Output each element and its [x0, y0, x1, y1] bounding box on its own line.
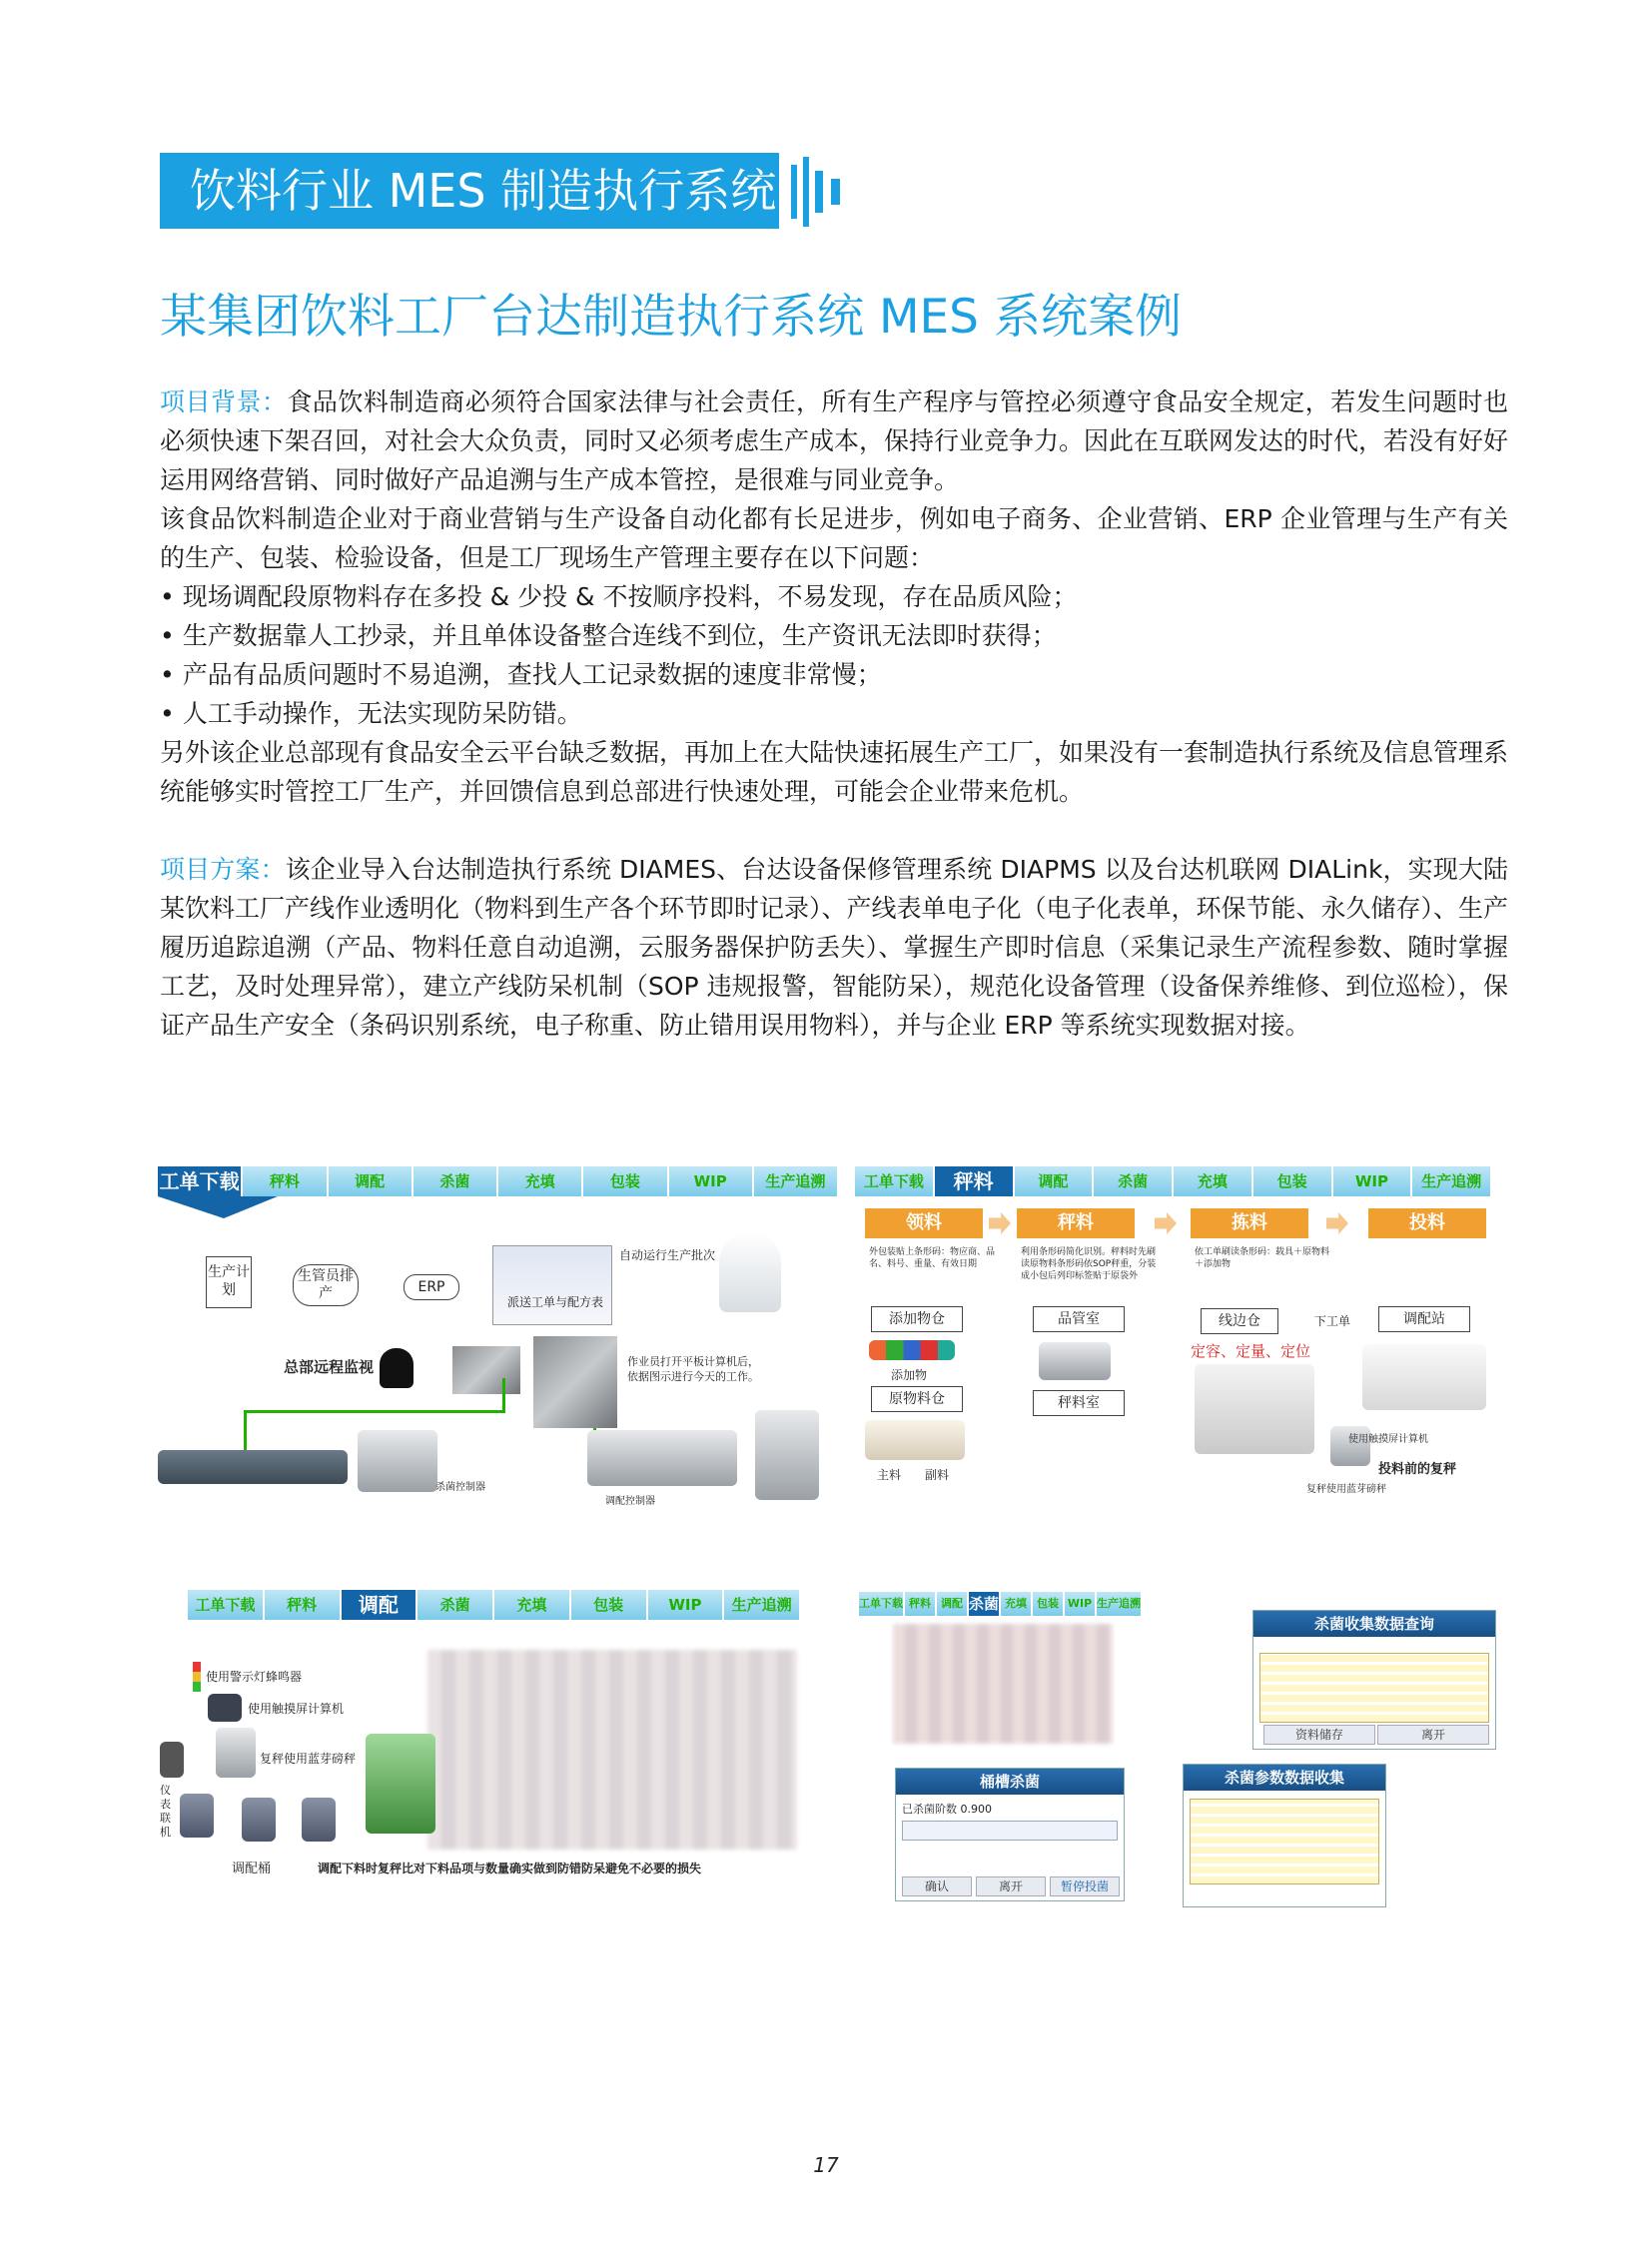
param-data-grid	[1190, 1799, 1379, 1884]
tab-sterilize: 杀菌	[417, 1590, 492, 1620]
operator-figure	[719, 1232, 781, 1312]
blurred-process-screen	[427, 1650, 797, 1850]
worker-figure	[366, 1734, 435, 1834]
tab-work-order: 工单下载	[188, 1590, 263, 1620]
green-connector	[244, 1410, 503, 1413]
bt-scale-label: 复秤使用蓝芽磅秤	[260, 1752, 357, 1766]
additive-warehouse: 添加物仓	[871, 1306, 963, 1332]
blend-tank	[302, 1798, 336, 1842]
tab-blend: 调配	[937, 1592, 967, 1616]
step-box: 拣料	[1191, 1208, 1308, 1238]
bt-scale-label: 复秤使用蓝芽磅秤	[1306, 1484, 1386, 1495]
touch-pc-label: 使用触摸屏计算机	[1348, 1434, 1428, 1445]
tab-fill: 充填	[1174, 1166, 1251, 1196]
rack-shelves	[1195, 1364, 1314, 1454]
figure-sterilization	[853, 1584, 1502, 1923]
before-feed-label: 投料前的复秤	[1378, 1462, 1457, 1477]
additive-bins	[869, 1340, 955, 1360]
aux-material-label: 副料	[925, 1468, 950, 1482]
tab-wip: WIP	[1065, 1592, 1095, 1616]
process-tabs	[188, 1590, 801, 1620]
weigh-room: 秤料室	[1033, 1390, 1125, 1416]
blend-tanks	[1362, 1344, 1486, 1410]
tab-sterilize: 杀菌	[413, 1166, 496, 1196]
background-label: 项目背景：	[160, 387, 288, 416]
solution-text: 该企业导入台达制造执行系统 DIAMES、台达设备保修管理系统 DIAPMS 以及台达机联网 DIALink，实现大陆某饮料工厂产线作业透明化（物料到生产各个环节即时记录）、产线表单电子化（电子化表单，环保节能、永久储存）、生产履历追踪追溯（产品、物料任意自动追溯，云服务器保护防丢失）、掌握生产即时信息（采集记录生产流程参数、随时掌握工艺，及时处理异常），建立产线防呆机制（SOP 违规报警，智能防呆），规范化设备管理（设备保养维修、到位巡检），保证产品生产安全（条码识别系统，电子称重、防止错用误用物料），并与企业 ERP 等系统实现数据对接。	[160, 855, 1509, 1040]
tab-fill: 充填	[494, 1590, 569, 1620]
bullet-item: • 产品有品质问题时不易追溯，查找人工记录数据的速度非常慢；	[160, 660, 882, 689]
dispatch-label: 派送工单与配方表	[507, 1295, 604, 1309]
step-box: 秤料	[1017, 1208, 1135, 1238]
tab-blend: 调配	[329, 1166, 412, 1196]
save-button[interactable]: 资料储存	[1263, 1725, 1375, 1745]
blend-tank	[180, 1794, 214, 1838]
tab-trace: 生产追溯	[1097, 1592, 1141, 1616]
header-bars-decoration	[791, 157, 861, 227]
pc-label: 仪表联机	[160, 1784, 171, 1839]
tab-pack: 包装	[571, 1590, 646, 1620]
scale-terminal	[216, 1728, 256, 1778]
note-pick: 依工单刷读条形码：载具＋原物料＋添加物	[1195, 1247, 1330, 1269]
tank-data-row	[902, 1821, 1118, 1841]
param-panel	[1183, 1764, 1386, 1907]
line-warehouse: 线边仓	[1201, 1308, 1278, 1334]
tab-wip: WIP	[648, 1590, 723, 1620]
tank-panel-title: 桶槽杀菌	[896, 1769, 1124, 1795]
process-tabs	[855, 1166, 1492, 1196]
pause-button[interactable]: 暂停投菌	[1050, 1876, 1120, 1896]
dispatch-screen	[492, 1245, 612, 1325]
bullet-item: • 现场调配段原物料存在多投 & 少投 & 不按顺序投料，不易发现，存在品质风险；	[160, 582, 1078, 611]
tab-pack: 包装	[1253, 1166, 1331, 1196]
active-tab-pointer	[158, 1196, 278, 1218]
bullet-item: • 人工手动操作，无法实现防呆防错。	[160, 699, 582, 728]
tab-pack: 包装	[583, 1166, 666, 1196]
scale-terminal	[755, 1410, 819, 1500]
section-header-title: 饮料行业 MES 制造执行系统	[190, 164, 777, 218]
note-receive: 外包装贴上条形码：物应商、品名、料号、重量、有效日期	[869, 1247, 996, 1269]
sterilize-status: 已杀菌阶数 0.900	[902, 1803, 992, 1816]
sterilize-ctrl-label: 杀菌控制器	[435, 1482, 485, 1493]
blend-ctrl-label: 调配控制器	[605, 1496, 655, 1507]
auto-run-label: 自动运行生产批次	[619, 1248, 716, 1262]
background-section	[160, 382, 1508, 811]
tab-sterilize: 杀菌	[1094, 1166, 1172, 1196]
tank-sterilize-panel	[895, 1768, 1125, 1901]
param-panel-title: 杀菌参数数据收集	[1184, 1765, 1385, 1791]
tab-wip: WIP	[1333, 1166, 1411, 1196]
tab-trace: 生产追溯	[724, 1590, 799, 1620]
background-p1: 食品饮料制造商必须符合国家法律与社会责任，所有生产程序与管控必须遵守食品安全规定，若发生问题时也必须快速下架召回，对社会大众负责，同时又必须考虑生产成本，保持行业竞争力。因此在互联网发达的时代，若没有好好运用网络营销、同时做好产品追溯与生产成本管控，是很难与同业竞争。	[160, 387, 1509, 494]
tab-blend: 调配	[342, 1590, 416, 1620]
query-data-grid	[1259, 1653, 1489, 1723]
case-title: 某集团饮料工厂台达制造执行系统 MES 系统案例	[160, 290, 1182, 345]
arrow-right-icon	[989, 1212, 1011, 1234]
pc-tower-icon	[160, 1742, 184, 1778]
leave-button[interactable]: 离开	[976, 1876, 1046, 1896]
tab-work-order: 工单下载	[859, 1592, 903, 1616]
alarm-label: 使用警示灯蜂鸣器	[206, 1670, 303, 1684]
page-number: 17	[813, 2153, 839, 2177]
fix-label: 定容、定量、定位	[1191, 1342, 1311, 1360]
remote-monitor-label: 总部远程监视	[284, 1358, 375, 1376]
sterilizer-tanks	[358, 1430, 437, 1492]
plan-box: 生产计划	[206, 1256, 252, 1308]
tab-fill: 充填	[1001, 1592, 1031, 1616]
material-sacks	[865, 1420, 965, 1460]
leave-button[interactable]: 离开	[1377, 1725, 1489, 1745]
tab-weigh: 秤料	[935, 1166, 1013, 1196]
blend-caption: 调配下料时复秤比对下料品项与数量确实做到防错防呆避免不必要的损失	[318, 1862, 702, 1875]
query-panel	[1252, 1610, 1496, 1750]
tab-weigh: 秤料	[243, 1166, 326, 1196]
tab-trace: 生产追溯	[754, 1166, 837, 1196]
meeting-photo	[452, 1346, 520, 1394]
spy-icon	[380, 1348, 413, 1388]
confirm-button[interactable]: 确认	[902, 1876, 972, 1896]
background-p2: 该食品饮料制造企业对于商业营销与生产设备自动化都有长足进步，例如电子商务、企业营销、ERP 企业管理与生产有关的生产、包装、检验设备，但是工厂现场生产管理主要存在以下问题：	[160, 504, 1508, 572]
blurred-sterilizer-screen	[893, 1624, 1113, 1744]
touch-label: 使用触摸屏计算机	[248, 1702, 345, 1716]
blend-tank	[242, 1798, 276, 1842]
arrow-right-icon	[1326, 1212, 1348, 1234]
blend-tanks	[587, 1430, 737, 1486]
tab-trace: 生产追溯	[1412, 1166, 1490, 1196]
scheduler-box: 生管员排产	[293, 1264, 359, 1306]
query-panel-title: 杀菌收集数据查询	[1253, 1611, 1495, 1637]
tab-sterilize: 杀菌	[969, 1592, 999, 1616]
figure-work-order-download	[158, 1160, 839, 1520]
arrow-right-icon	[1155, 1212, 1177, 1234]
process-tabs	[859, 1592, 1143, 1616]
additive-label: 添加物	[891, 1368, 928, 1382]
touch-screen-icon	[208, 1694, 242, 1722]
section-header	[160, 153, 779, 229]
tab-weigh: 秤料	[265, 1590, 340, 1620]
erp-box: ERP	[404, 1274, 459, 1300]
raw-warehouse: 原物料仓	[871, 1386, 963, 1412]
tab-fill: 充填	[498, 1166, 581, 1196]
background-p3: 另外该企业总部现有食品安全云平台缺乏数据，再加上在大陆快速拓展生产工厂，如果没有一套制造执行系统及信息管理系统能够实时管控工厂生产，并回馈信息到总部进行快速处理，可能会企业带来危机。	[160, 738, 1509, 806]
operator-note: 作业员打开平板计算机后，依据图示进行今天的工作。	[627, 1355, 759, 1383]
step-box: 投料	[1368, 1208, 1486, 1238]
bullet-item: • 生产数据靠人工抄录，并且单体设备整合连线不到位，生产资讯无法即时获得；	[160, 621, 1057, 650]
warning-light-icon	[193, 1662, 201, 1692]
note-weigh: 利用条形码简化识别。秤料时先刷读原物料条形码依SOP秤重，分装成小包后列印标签贴于原袋外	[1021, 1247, 1157, 1281]
tab-pack: 包装	[1033, 1592, 1063, 1616]
next-order-label: 下工单	[1314, 1314, 1351, 1328]
tab-work-order: 工单下载	[158, 1166, 241, 1196]
tab-blend: 调配	[1015, 1166, 1093, 1196]
tab-work-order: 工单下载	[855, 1166, 933, 1196]
tab-wip: WIP	[669, 1166, 752, 1196]
main-material-label: 主料	[877, 1468, 902, 1482]
green-connector	[502, 1378, 505, 1413]
figure-weighing	[855, 1160, 1492, 1510]
factory-photo	[533, 1336, 617, 1428]
blend-station: 调配站	[1378, 1306, 1470, 1332]
qc-room: 品管室	[1033, 1306, 1125, 1332]
step-box: 领料	[865, 1208, 983, 1238]
tank-label: 调配桶	[232, 1862, 272, 1876]
solution-section	[160, 850, 1508, 1045]
process-tabs	[158, 1166, 839, 1196]
scale-icon	[1039, 1342, 1111, 1380]
tab-weigh: 秤料	[905, 1592, 935, 1616]
conveyor-machine	[158, 1450, 348, 1484]
figure-blending	[158, 1584, 807, 1909]
solution-label: 项目方案：	[160, 855, 286, 884]
